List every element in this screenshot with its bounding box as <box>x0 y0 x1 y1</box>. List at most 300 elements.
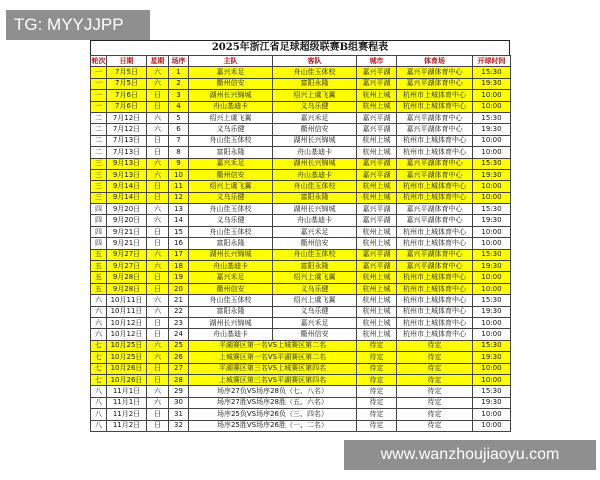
cell-round: 六 <box>91 329 107 340</box>
cell-city: 杭州上城 <box>357 101 397 112</box>
cell-home: 舟山佳玉体校 <box>189 295 273 306</box>
cell-away: 嘉兴禾足 <box>273 226 357 237</box>
cell-weekday: 六 <box>147 249 169 260</box>
cell-match-no: 26 <box>169 352 189 363</box>
cell-kickoff: 10:00 <box>473 238 511 249</box>
cell-home: 义乌乐健 <box>189 215 273 226</box>
cell-date: 9月13日 <box>107 158 147 169</box>
cell-stadium: 杭州市上城体育中心 <box>397 238 473 249</box>
cell-stadium: 杭州市上城体育中心 <box>397 181 473 192</box>
cell-date: 7月12日 <box>107 112 147 123</box>
cell-stadium: 杭州市上城体育中心 <box>397 135 473 146</box>
cell-home: 嘉兴禾足 <box>189 67 273 78</box>
cell-kickoff: 15:30 <box>473 340 511 351</box>
cell-home: 舟山基迪卡 <box>189 261 273 272</box>
cell-weekday: 日 <box>147 329 169 340</box>
table-row <box>91 386 511 397</box>
cell-round: 七 <box>91 352 107 363</box>
cell-kickoff: 19:30 <box>473 215 511 226</box>
cell-stadium: 杭州市上城体育中心 <box>397 226 473 237</box>
header-row <box>91 56 511 67</box>
cell-kickoff: 10:00 <box>473 135 511 146</box>
cell-kickoff: 10:00 <box>473 409 511 420</box>
cell-stadium: 待定 <box>397 409 473 420</box>
cell-round: 一 <box>91 90 107 101</box>
cell-city: 杭州上城 <box>357 147 397 158</box>
table-row <box>91 261 511 272</box>
cell-away: 衢州信安 <box>273 329 357 340</box>
cell-round: 六 <box>91 317 107 328</box>
cell-date: 9月21日 <box>107 226 147 237</box>
cell-round: 一 <box>91 78 107 89</box>
cell-match-no: 25 <box>169 340 189 351</box>
cell-away: 义乌乐健 <box>273 306 357 317</box>
cell-date: 9月13日 <box>107 169 147 180</box>
cell-kickoff: 10:00 <box>473 317 511 328</box>
cell-home: 舟山基迪卡 <box>189 329 273 340</box>
cell-date: 9月28日 <box>107 283 147 294</box>
cell-stadium: 待定 <box>397 352 473 363</box>
cell-away: 湖州长兴锦城 <box>273 204 357 215</box>
cell-away: 义乌乐健 <box>273 283 357 294</box>
watermark: www.wanzhoujiaoyu.com <box>344 440 596 470</box>
cell-round: 八 <box>91 386 107 397</box>
cell-match-no: 14 <box>169 215 189 226</box>
cell-home: 衢州信安 <box>189 78 273 89</box>
cell-date: 9月27日 <box>107 261 147 272</box>
table-row <box>91 169 511 180</box>
cell-stadium: 杭州市上城体育中心 <box>397 272 473 283</box>
cell-weekday: 六 <box>147 169 169 180</box>
cell-round: 七 <box>91 374 107 385</box>
cell-match-no: 30 <box>169 397 189 408</box>
cell-round: 七 <box>91 340 107 351</box>
cell-city: 杭州上城 <box>357 226 397 237</box>
cell-weekday: 六 <box>147 352 169 363</box>
cell-date: 10月26日 <box>107 363 147 374</box>
table-row <box>91 409 511 420</box>
cell-stadium: 待定 <box>397 340 473 351</box>
table-row <box>91 283 511 294</box>
cell-city: 杭州上城 <box>357 90 397 101</box>
cell-away: 舟山基迪卡 <box>273 215 357 226</box>
cell-match-no: 4 <box>169 101 189 112</box>
cell-away: 舟山佳玉体校 <box>273 67 357 78</box>
table-row <box>91 340 511 351</box>
cell-city: 嘉兴平湖 <box>357 124 397 135</box>
cell-weekday: 日 <box>147 283 169 294</box>
cell-stadium: 嘉兴平湖体育中心 <box>397 78 473 89</box>
cell-home: 富阳永隆 <box>189 306 273 317</box>
cell-away: 富阳永隆 <box>273 192 357 203</box>
cell-city: 嘉兴平湖 <box>357 67 397 78</box>
cell-round: 四 <box>91 204 107 215</box>
cell-weekday: 六 <box>147 261 169 272</box>
cell-match-no: 28 <box>169 374 189 385</box>
cell-weekday: 日 <box>147 192 169 203</box>
table-row <box>91 101 511 112</box>
cell-match-no: 20 <box>169 283 189 294</box>
cell-round: 二 <box>91 147 107 158</box>
cell-home: 富阳永隆 <box>189 147 273 158</box>
cell-weekday: 六 <box>147 306 169 317</box>
cell-date: 9月20日 <box>107 215 147 226</box>
cell-date: 9月14日 <box>107 192 147 203</box>
table-row <box>91 147 511 158</box>
cell-match-no: 22 <box>169 306 189 317</box>
cell-round: 一 <box>91 67 107 78</box>
cell-round: 三 <box>91 192 107 203</box>
cell-match-no: 1 <box>169 67 189 78</box>
cell-kickoff: 19:30 <box>473 352 511 363</box>
cell-stadium: 杭州市上城体育中心 <box>397 147 473 158</box>
cell-weekday: 日 <box>147 374 169 385</box>
cell-stadium: 杭州市上城体育中心 <box>397 283 473 294</box>
cell-city: 嘉兴平湖 <box>357 249 397 260</box>
cell-kickoff: 15:30 <box>473 158 511 169</box>
cell-date: 10月26日 <box>107 374 147 385</box>
cell-round: 四 <box>91 215 107 226</box>
tg-badge: TG: MYYJJPP <box>6 10 150 40</box>
cell-stadium: 杭州市上城体育中心 <box>397 295 473 306</box>
table-row <box>91 352 511 363</box>
cell-home: 湖州长兴锦城 <box>189 249 273 260</box>
cell-city: 待定 <box>357 420 397 431</box>
cell-city: 待定 <box>357 352 397 363</box>
cell-matchup: 平湖赛区第三名VS上城赛区第四名 <box>189 363 357 374</box>
table-row <box>91 397 511 408</box>
cell-round: 二 <box>91 135 107 146</box>
cell-home: 舟山佳玉体校 <box>189 226 273 237</box>
cell-stadium: 杭州市上城体育中心 <box>397 329 473 340</box>
cell-date: 11月2日 <box>107 420 147 431</box>
cell-match-no: 9 <box>169 158 189 169</box>
cell-weekday: 日 <box>147 363 169 374</box>
cell-match-no: 15 <box>169 226 189 237</box>
cell-city: 杭州上城 <box>357 272 397 283</box>
cell-city: 待定 <box>357 386 397 397</box>
cell-date: 7月5日 <box>107 78 147 89</box>
cell-date: 7月5日 <box>107 67 147 78</box>
cell-match-no: 2 <box>169 78 189 89</box>
cell-city: 待定 <box>357 363 397 374</box>
cell-round: 八 <box>91 409 107 420</box>
cell-date: 7月6日 <box>107 90 147 101</box>
cell-weekday: 日 <box>147 226 169 237</box>
cell-match-no: 27 <box>169 363 189 374</box>
cell-city: 杭州上城 <box>357 181 397 192</box>
cell-home: 嘉兴禾足 <box>189 272 273 283</box>
cell-date: 10月25日 <box>107 352 147 363</box>
cell-date: 7月13日 <box>107 135 147 146</box>
cell-date: 9月14日 <box>107 181 147 192</box>
cell-kickoff: 15:30 <box>473 295 511 306</box>
cell-match-no: 21 <box>169 295 189 306</box>
cell-round: 三 <box>91 158 107 169</box>
cell-match-no: 3 <box>169 90 189 101</box>
cell-matchup: 场序25胜VS场序26胜（一、二名） <box>189 420 357 431</box>
cell-kickoff: 15:30 <box>473 112 511 123</box>
cell-weekday: 六 <box>147 204 169 215</box>
cell-stadium: 嘉兴平湖体育中心 <box>397 67 473 78</box>
cell-stadium: 嘉兴平湖体育中心 <box>397 215 473 226</box>
cell-kickoff: 19:30 <box>473 261 511 272</box>
table-row <box>91 158 511 169</box>
cell-date: 10月25日 <box>107 340 147 351</box>
cell-city: 杭州上城 <box>357 306 397 317</box>
cell-match-no: 5 <box>169 112 189 123</box>
cell-weekday: 六 <box>147 397 169 408</box>
cell-home: 富阳永隆 <box>189 238 273 249</box>
table-row <box>91 90 511 101</box>
cell-matchup: 场序27胜VS场序28胜（五、六名） <box>189 397 357 408</box>
cell-round: 五 <box>91 283 107 294</box>
cell-stadium: 待定 <box>397 363 473 374</box>
cell-city: 嘉兴平湖 <box>357 204 397 215</box>
cell-matchup: 上城赛区第一名VS平湖赛区第二名 <box>189 352 357 363</box>
cell-kickoff: 10:00 <box>473 283 511 294</box>
table-row <box>91 67 511 78</box>
cell-kickoff: 15:30 <box>473 67 511 78</box>
cell-date: 11月1日 <box>107 386 147 397</box>
cell-weekday: 六 <box>147 158 169 169</box>
cell-weekday: 六 <box>147 340 169 351</box>
cell-away: 富阳永隆 <box>273 78 357 89</box>
cell-date: 11月1日 <box>107 397 147 408</box>
cell-away: 湖州长兴锦城 <box>273 158 357 169</box>
cell-match-no: 23 <box>169 317 189 328</box>
cell-round: 三 <box>91 181 107 192</box>
cell-city: 杭州上城 <box>357 317 397 328</box>
table-row <box>91 374 511 385</box>
cell-stadium: 嘉兴平湖体育中心 <box>397 112 473 123</box>
cell-home: 衢州信安 <box>189 169 273 180</box>
cell-kickoff: 10:00 <box>473 226 511 237</box>
cell-weekday: 日 <box>147 135 169 146</box>
cell-matchup: 平湖赛区第一名VS上城赛区第二名 <box>189 340 357 351</box>
cell-stadium: 嘉兴平湖体育中心 <box>397 158 473 169</box>
cell-date: 9月21日 <box>107 238 147 249</box>
cell-match-no: 10 <box>169 169 189 180</box>
cell-home: 绍兴上虞飞翼 <box>189 181 273 192</box>
cell-stadium: 待定 <box>397 397 473 408</box>
cell-city: 杭州上城 <box>357 135 397 146</box>
cell-round: 二 <box>91 124 107 135</box>
cell-city: 嘉兴平湖 <box>357 158 397 169</box>
cell-away: 绍兴上虞飞翼 <box>273 272 357 283</box>
header-date: 日期 <box>107 56 147 67</box>
cell-kickoff: 10:00 <box>473 147 511 158</box>
cell-round: 五 <box>91 261 107 272</box>
cell-kickoff: 19:30 <box>473 124 511 135</box>
cell-stadium: 杭州市上城体育中心 <box>397 101 473 112</box>
cell-home: 湖州长兴锦城 <box>189 90 273 101</box>
cell-round: 四 <box>91 238 107 249</box>
cell-date: 10月11日 <box>107 306 147 317</box>
cell-stadium: 嘉兴平湖体育中心 <box>397 204 473 215</box>
header-kickoff: 开球时间 <box>473 56 511 67</box>
cell-weekday: 六 <box>147 78 169 89</box>
schedule-body <box>91 67 511 432</box>
cell-match-no: 7 <box>169 135 189 146</box>
table-row <box>91 272 511 283</box>
cell-date: 10月11日 <box>107 295 147 306</box>
cell-date: 9月27日 <box>107 249 147 260</box>
cell-date: 11月2日 <box>107 409 147 420</box>
cell-kickoff: 19:30 <box>473 78 511 89</box>
cell-round: 六 <box>91 306 107 317</box>
cell-city: 嘉兴平湖 <box>357 78 397 89</box>
cell-kickoff: 15:30 <box>473 249 511 260</box>
cell-weekday: 日 <box>147 238 169 249</box>
table-row <box>91 363 511 374</box>
table-row <box>91 420 511 431</box>
table-row <box>91 124 511 135</box>
table-row <box>91 192 511 203</box>
cell-city: 待定 <box>357 374 397 385</box>
cell-city: 待定 <box>357 409 397 420</box>
cell-match-no: 24 <box>169 329 189 340</box>
cell-match-no: 19 <box>169 272 189 283</box>
cell-round: 四 <box>91 226 107 237</box>
header-weekday: 星期 <box>147 56 169 67</box>
table-row <box>91 226 511 237</box>
table-row <box>91 181 511 192</box>
cell-date: 10月12日 <box>107 329 147 340</box>
table-row <box>91 306 511 317</box>
cell-date: 9月28日 <box>107 272 147 283</box>
cell-stadium: 待定 <box>397 386 473 397</box>
cell-round: 五 <box>91 249 107 260</box>
cell-kickoff: 10:00 <box>473 181 511 192</box>
cell-city: 杭州上城 <box>357 329 397 340</box>
cell-weekday: 日 <box>147 181 169 192</box>
cell-stadium: 嘉兴平湖体育中心 <box>397 124 473 135</box>
cell-kickoff: 10:00 <box>473 272 511 283</box>
cell-home: 湖州长兴锦城 <box>189 317 273 328</box>
cell-home: 舟山佳玉体校 <box>189 135 273 146</box>
cell-weekday: 六 <box>147 386 169 397</box>
table-row <box>91 249 511 260</box>
table-row <box>91 295 511 306</box>
cell-city: 嘉兴平湖 <box>357 261 397 272</box>
cell-match-no: 18 <box>169 261 189 272</box>
cell-stadium: 嘉兴平湖体育中心 <box>397 261 473 272</box>
cell-weekday: 日 <box>147 147 169 158</box>
cell-away: 舟山基迪卡 <box>273 147 357 158</box>
table-row <box>91 204 511 215</box>
cell-away: 湖州长兴锦城 <box>273 135 357 146</box>
cell-kickoff: 10:00 <box>473 420 511 431</box>
cell-stadium: 杭州市上城体育中心 <box>397 306 473 317</box>
cell-stadium: 杭州市上城体育中心 <box>397 90 473 101</box>
cell-kickoff: 19:30 <box>473 397 511 408</box>
cell-home: 绍兴上虞飞翼 <box>189 112 273 123</box>
cell-kickoff: 19:30 <box>473 306 511 317</box>
table-row <box>91 215 511 226</box>
cell-weekday: 六 <box>147 67 169 78</box>
cell-city: 待定 <box>357 340 397 351</box>
cell-match-no: 29 <box>169 386 189 397</box>
cell-match-no: 12 <box>169 192 189 203</box>
cell-weekday: 日 <box>147 409 169 420</box>
cell-weekday: 六 <box>147 215 169 226</box>
cell-weekday: 六 <box>147 124 169 135</box>
cell-weekday: 日 <box>147 420 169 431</box>
cell-away: 舟山基迪卡 <box>273 169 357 180</box>
cell-date: 7月13日 <box>107 147 147 158</box>
cell-stadium: 杭州市上城体育中心 <box>397 192 473 203</box>
cell-match-no: 6 <box>169 124 189 135</box>
header-stadium: 体育场 <box>397 56 473 67</box>
cell-kickoff: 10:00 <box>473 374 511 385</box>
table-row <box>91 112 511 123</box>
cell-matchup: 场序27负VS场序28负（七、八名） <box>189 386 357 397</box>
table-row <box>91 238 511 249</box>
cell-city: 杭州上城 <box>357 238 397 249</box>
cell-round: 六 <box>91 295 107 306</box>
cell-home: 舟山基迪卡 <box>189 101 273 112</box>
cell-kickoff: 10:00 <box>473 329 511 340</box>
header-round: 轮次 <box>91 56 107 67</box>
cell-matchup: 场序25负VS场序26负（三、四名） <box>189 409 357 420</box>
header-home: 主队 <box>189 56 273 67</box>
cell-away: 嘉兴禾足 <box>273 112 357 123</box>
cell-city: 杭州上城 <box>357 192 397 203</box>
cell-matchup: 上城赛区第三名VS平湖赛区第四名 <box>189 374 357 385</box>
cell-round: 八 <box>91 397 107 408</box>
cell-away: 义乌乐健 <box>273 101 357 112</box>
cell-city: 嘉兴平湖 <box>357 112 397 123</box>
cell-city: 待定 <box>357 397 397 408</box>
cell-round: 七 <box>91 363 107 374</box>
cell-home: 义乌乐健 <box>189 124 273 135</box>
table-row <box>91 78 511 89</box>
cell-kickoff: 10:00 <box>473 363 511 374</box>
cell-match-no: 17 <box>169 249 189 260</box>
cell-match-no: 11 <box>169 181 189 192</box>
cell-away: 舟山佳玉体校 <box>273 181 357 192</box>
cell-weekday: 日 <box>147 317 169 328</box>
cell-match-no: 13 <box>169 204 189 215</box>
cell-away: 绍兴上虞飞翼 <box>273 90 357 101</box>
cell-away: 衢州信安 <box>273 238 357 249</box>
cell-kickoff: 15:30 <box>473 386 511 397</box>
cell-kickoff: 10:00 <box>473 101 511 112</box>
cell-round: 五 <box>91 272 107 283</box>
cell-match-no: 31 <box>169 409 189 420</box>
cell-away: 富阳永隆 <box>273 261 357 272</box>
cell-date: 7月12日 <box>107 124 147 135</box>
cell-weekday: 日 <box>147 101 169 112</box>
cell-kickoff: 10:00 <box>473 90 511 101</box>
table-row <box>91 329 511 340</box>
cell-round: 二 <box>91 112 107 123</box>
cell-date: 7月6日 <box>107 101 147 112</box>
cell-weekday: 日 <box>147 272 169 283</box>
cell-stadium: 待定 <box>397 374 473 385</box>
header-city: 城市 <box>357 56 397 67</box>
cell-city: 嘉兴平湖 <box>357 169 397 180</box>
cell-kickoff: 19:30 <box>473 169 511 180</box>
cell-home: 义乌乐健 <box>189 192 273 203</box>
cell-home: 嘉兴禾足 <box>189 158 273 169</box>
cell-city: 杭州上城 <box>357 295 397 306</box>
cell-stadium: 待定 <box>397 420 473 431</box>
cell-home: 衢州信安 <box>189 283 273 294</box>
cell-away: 嘉兴禾足 <box>273 317 357 328</box>
cell-stadium: 嘉兴平湖体育中心 <box>397 249 473 260</box>
